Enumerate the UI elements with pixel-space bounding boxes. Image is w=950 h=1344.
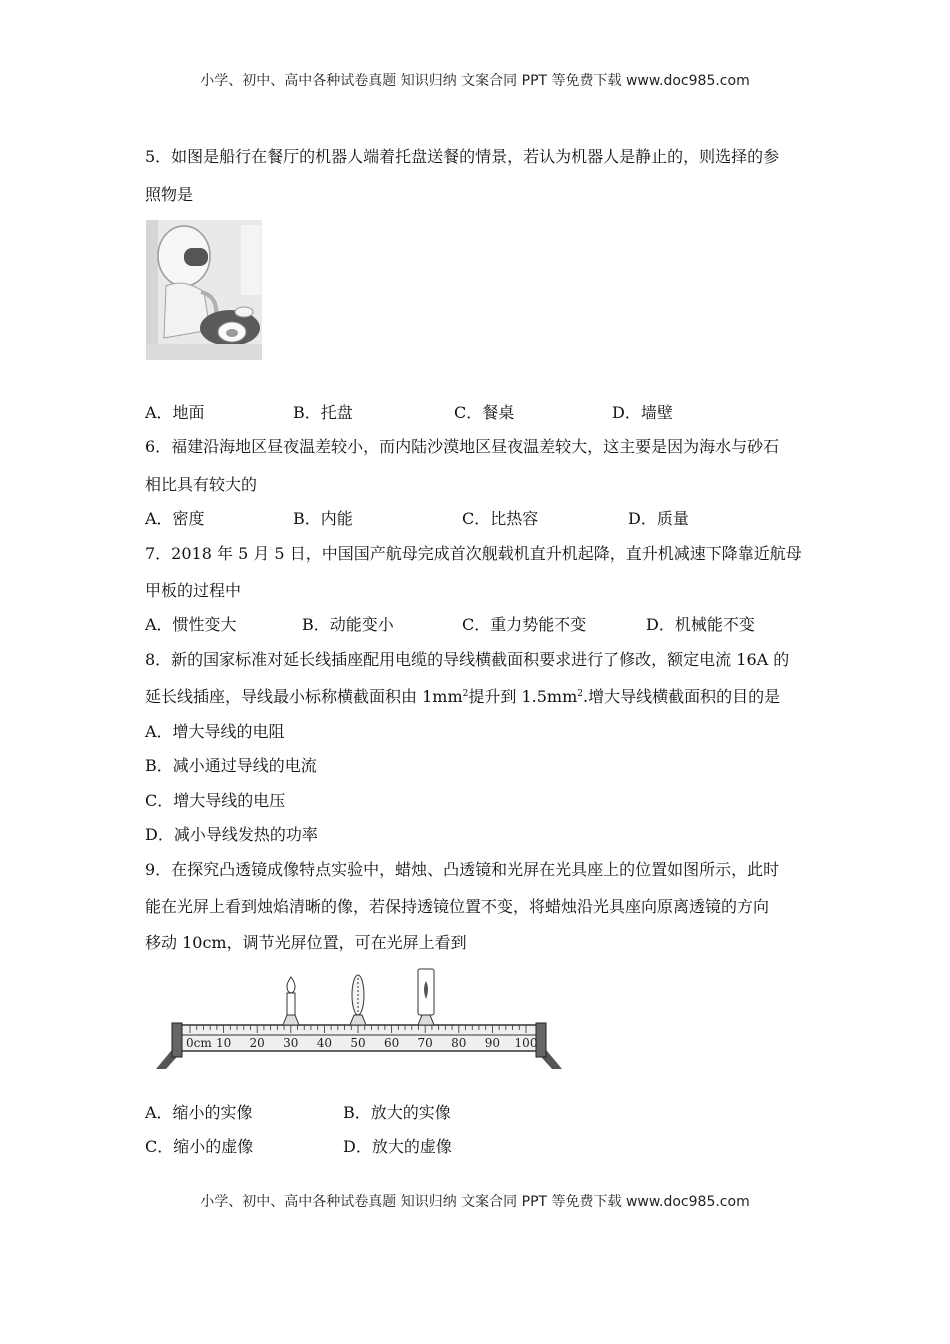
q9-text-line3: 移动 10cm，调节光屏位置，可在光屏上看到 xyxy=(145,933,467,952)
q5-option-a: A．地面 xyxy=(145,403,205,422)
q5-option-b: B．托盘 xyxy=(293,403,353,422)
q7-text-line2: 甲板的过程中 xyxy=(145,581,242,600)
q8-option-b: B．减小通过导线的电流 xyxy=(145,756,317,775)
q9-option-d: D．放大的虚像 xyxy=(343,1137,452,1156)
bench-right-stop xyxy=(536,1023,546,1057)
q7-option-a: A．惯性变大 xyxy=(145,615,237,634)
q8-option-c: C．增大导线的电压 xyxy=(145,791,286,810)
q8-text-line2: 延长线插座，导线最小标称横截面积由 $1mm^2$提升到 $1.5mm^2$.增大导线横截面积的目的是 xyxy=(145,687,781,706)
q6-option-a: A．密度 xyxy=(145,509,205,528)
q7-text-line1: 7．2018 年 5 月 5 日，中国国产航母完成首次舰载机直升机起降，直升机减速下降靠近航母 xyxy=(145,544,802,563)
ruler-tick-label: 80 xyxy=(451,1036,467,1050)
q5-option-d: D．墙壁 xyxy=(612,403,673,422)
light-screen xyxy=(418,969,434,1025)
q8-option-d: D．减小导线发热的功率 xyxy=(145,825,318,844)
q9-text-line1: 9．在探究凸透镜成像特点实验中，蜡烛、凸透镜和光屏在光具座上的位置如图所示，此时 xyxy=(145,860,780,879)
optical-bench-diagram xyxy=(150,965,570,1075)
page-header: 小学、初中、高中各种试卷真题 知识归纳 文案合同 PPT 等免费下载 www.doc985.com xyxy=(200,73,750,89)
q9-option-c: C．缩小的虚像 xyxy=(145,1137,254,1156)
q6-text-line1: 6．福建沿海地区昼夜温差较小，而内陆沙漠地区昼夜温差较大，这主要是因为海水与砂石 xyxy=(145,437,780,456)
ruler-tick-label: 100 xyxy=(514,1036,538,1050)
ruler-tick-label: 10 xyxy=(215,1036,232,1050)
q5-text-line1: 5．如图是船行在餐厅的机器人端着托盘送餐的情景，若认为机器人是静止的，则选择的参 xyxy=(145,147,780,166)
q9-option-a: A．缩小的实像 xyxy=(145,1103,253,1122)
ruler-tick-label: 30 xyxy=(283,1036,299,1050)
q7-option-c: C．重力势能不变 xyxy=(462,615,587,634)
q6-option-b: B．内能 xyxy=(293,509,353,528)
convex-lens xyxy=(350,975,366,1025)
q8-text-line1: 8．新的国家标准对延长线插座配用电缆的导线横截面积要求进行了修改，额定电流 16A 的 xyxy=(145,650,790,669)
q6-option-d: D．质量 xyxy=(628,509,689,528)
q5-text-line2: 照物是 xyxy=(145,185,194,204)
q6-text-line2: 相比具有较大的 xyxy=(145,475,258,494)
ruler-tick-label: 0cm xyxy=(186,1036,212,1050)
ruler-tick-label: 90 xyxy=(484,1036,501,1050)
ruler-tick-label: 50 xyxy=(350,1036,366,1050)
q7-option-d: D．机械能不变 xyxy=(646,615,755,634)
q6-option-c: C．比热容 xyxy=(462,509,539,528)
q7-option-b: B．动能变小 xyxy=(302,615,394,634)
q5-option-c: C．餐桌 xyxy=(454,403,515,422)
page-footer: 小学、初中、高中各种试卷真题 知识归纳 文案合同 PPT 等免费下载 www.doc985.com xyxy=(200,1194,750,1210)
candle xyxy=(283,977,299,1025)
ruler-tick-label: 70 xyxy=(417,1036,433,1050)
q9-option-b: B．放大的实像 xyxy=(343,1103,451,1122)
robot-waiter-image xyxy=(146,220,262,360)
bench-left-stop xyxy=(172,1023,182,1057)
q8-option-a: A．增大导线的电阻 xyxy=(145,722,285,741)
ruler-tick-label: 60 xyxy=(383,1036,400,1050)
q9-text-line2: 能在光屏上看到烛焰清晰的像，若保持透镜位置不变，将蜡烛沿光具座向原离透镜的方向 xyxy=(145,897,770,916)
ruler-tick-label: 40 xyxy=(316,1036,333,1050)
ruler-tick-label: 20 xyxy=(249,1036,265,1050)
